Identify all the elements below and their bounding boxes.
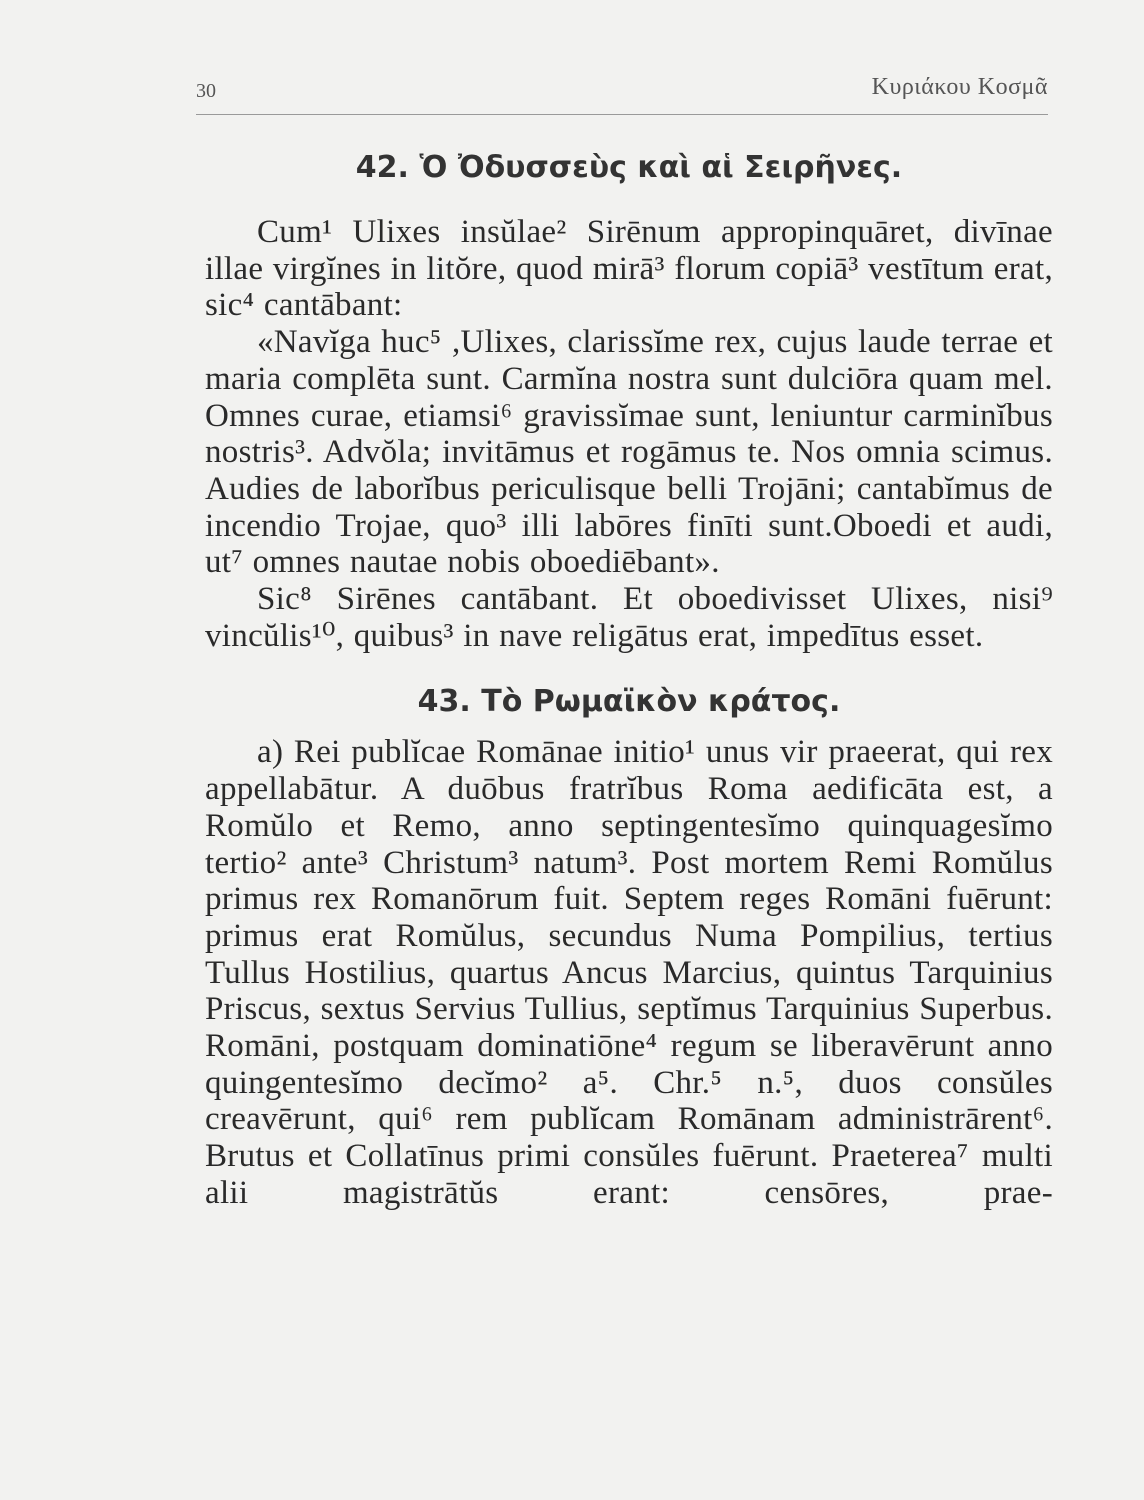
section-heading-43: 43. Τὸ Ρωμαϊκὸν κράτος. <box>417 684 841 720</box>
paragraph-43-1: a) Rei publĭcae Romānae initio¹ unus vir praeerat, qui rex appellabātur. A duōbus fratrĭbus Roma aedificāta est, a Romŭlo et Remo, anno septingentesĭmo quinquagesĭmo tertio² ante³ Christum³ natum³. Post mortem Remi Romŭlus primus rex Romanōrum fuit. Septem reges Romāni fuērunt: primus erat Romŭlus, secundus Numa Pompilius, tertius Tullus Hostilius, quartus Ancus Marcius, quintus Tarquinius Priscus, sextus Servius Tullius, septĭmus Tarquinius Superbus. Romāni, postquam dominatiōne⁴ regum se liberavērunt anno quingentesĭmo decĭmo² a⁵. Chr.⁵ n.⁵, duos consŭles creavērunt, qui⁶ rem publĭcam Romānam administrārent⁶. Brutus et Collatīnus primi consŭles fuērunt. Praeterea⁷ multi alii magistrātŭs erant: censōres, prae- <box>205 734 1053 1211</box>
page-body <box>205 142 1053 1212</box>
running-title: Κυριάκου Κοσμᾶ <box>871 74 1048 100</box>
paragraph-42-2: «Navĭga huc⁵ ,Ulixes, clarissĭme rex, cujus laude terrae et maria complēta sunt. Carmĭna nostra sunt dulciōra quam mel. Omnes curae, etiamsi⁶ gravissĭmae sunt, leniuntur carminĭbus nostris³. Advŏla; invitāmus et rogāmus te. Nos omnia scimus. Audies de laborĭbus periculisque belli Trojāni; cantabĭmus de incendio Trojae, quo³ illi labōres finīti sunt.Oboedi et audi, ut⁷ omnes nautae nobis oboediēbant». <box>205 324 1053 581</box>
paragraph-42-1: Cum¹ Ulixes insŭlae² Sirēnum appropinquāret, divīnae illae virgĭnes in litŏre, quod mirā³ florum copiā³ vestītum erat, sic⁴ cantābant: <box>205 214 1053 324</box>
paragraph-42-3: Sic⁸ Sirēnes cantābant. Et oboedivisset Ulixes, nisi⁹ vincŭlis¹⁰, quibus³ in nave religātus erat, impedītus esset. <box>205 581 1053 654</box>
page-number: 30 <box>196 80 216 102</box>
section-heading-42: 42. Ὁ Ὀδυσσεὺς καὶ αἱ Σειρῆνες. <box>355 150 903 185</box>
running-head <box>196 74 1048 115</box>
